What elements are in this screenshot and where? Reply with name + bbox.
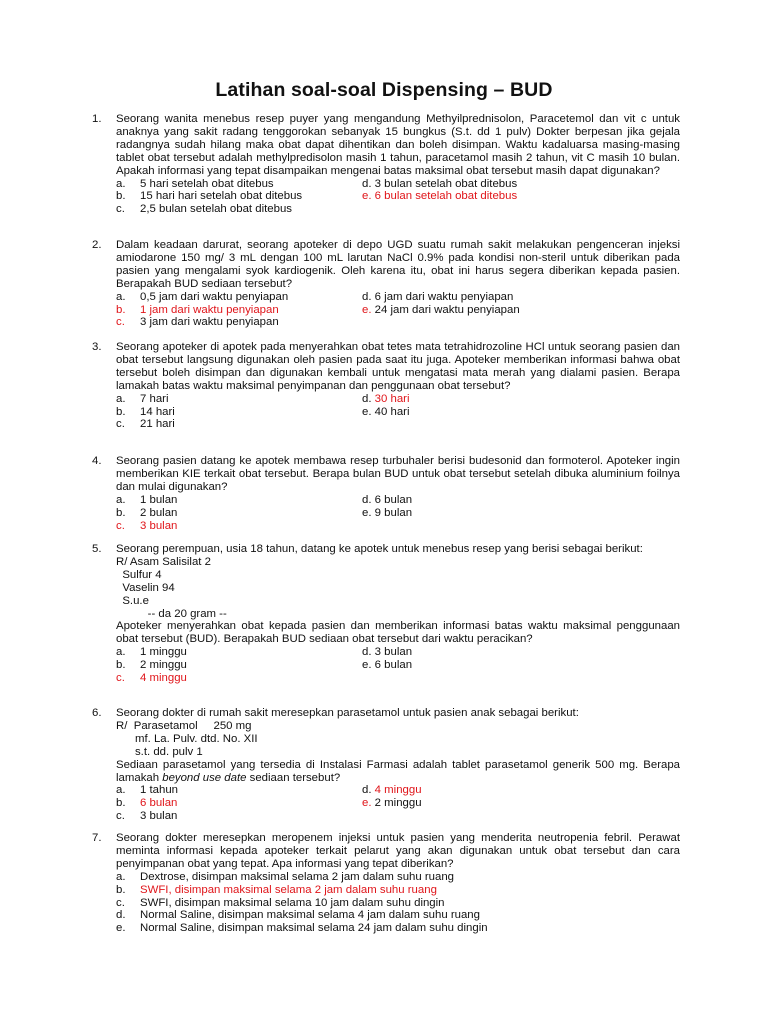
option-text: 4 minggu (140, 672, 187, 685)
option-text-answer: 30 hari (374, 392, 410, 405)
prescription-line: s.t. dd. pulv 1 (116, 745, 203, 758)
option-label: a. (116, 646, 126, 659)
option-label: c. (116, 519, 125, 532)
option-label: d. (362, 392, 372, 405)
option-text: SWFI, disimpan maksimal selama 2 jam dalam suhu ruang (140, 883, 437, 896)
option-text: 14 hari (140, 405, 175, 418)
option-label: a. (116, 392, 126, 405)
option-e[interactable] (362, 797, 662, 810)
prescription-line: mf. La. Pulv. dtd. No. XII (116, 732, 258, 745)
option-text: SWFI, disimpan maksimal selama 10 jam dalam suhu dingin (140, 896, 445, 909)
option-a[interactable] (116, 646, 361, 659)
options (116, 291, 680, 330)
options (116, 178, 680, 217)
option-text: 3 jam dari waktu penyiapan (140, 316, 279, 329)
option-text: 3 bulan (140, 519, 178, 532)
option-d[interactable] (362, 393, 662, 406)
option-label: a. (116, 493, 126, 506)
prescription-line: Sulfur 4 (116, 568, 162, 581)
option-text: 2 bulan (140, 506, 178, 519)
option-c[interactable] (116, 203, 361, 216)
prescription-line: R/ Asam Salisilat 2 (116, 555, 211, 568)
option-text: 5 hari setelah obat ditebus (140, 177, 274, 190)
question-number: 6. (92, 707, 102, 719)
option-label: b. (116, 883, 126, 896)
options (116, 784, 680, 823)
prescription-line: R/ Parasetamol 250 mg (116, 719, 252, 732)
option-d[interactable]: d. 6 jam dari waktu penyiapan (362, 290, 514, 303)
option-e[interactable] (116, 922, 676, 935)
option-text: 15 hari hari setelah obat ditebus (140, 190, 303, 203)
option-label: c. (116, 316, 125, 329)
question-stem-continued: Apoteker menyerahkan obat kepada pasien dan memberikan informasi batas waktu maksimal penggunaan obat tersebut (BUD). Berapakah BUD sediaan obat tersebut dari waktu peracikan? (116, 620, 680, 646)
option-c-answer[interactable] (116, 520, 361, 533)
option-label: c. (116, 418, 125, 431)
question-stem: Seorang apoteker di apotek pada menyerahkan obat tetes mata tetrahidrozoline HCl untuk seorang pasien dan obat tersebut langsung digunakan oleh pasien pada saat itu juga. Apoteker memberikan informasi bahwa obat tersebut boleh disimpan dan digunakan kembali untuk mengatasi mata merah yang dialami pasien. Berapa lamakah batas waktu maksimal penyimpanan dan penggunaan obat tersebut? (116, 341, 680, 392)
prescription-line: -- da 20 gram -- (116, 607, 227, 620)
option-e[interactable]: e. 9 bulan (362, 506, 413, 519)
option-d[interactable] (116, 909, 676, 922)
option-d[interactable] (362, 784, 662, 797)
option-b[interactable] (116, 406, 361, 419)
option-a[interactable] (116, 871, 676, 884)
option-text: Dextrose, disimpan maksimal selama 2 jam dalam suhu ruang (140, 870, 455, 883)
option-e[interactable]: e. 40 hari (362, 405, 410, 418)
options (116, 393, 680, 432)
prescription (116, 556, 680, 621)
option-text: 1 jam dari waktu penyiapan (140, 303, 279, 316)
page-title: Latihan soal-soal Dispensing – BUD (215, 79, 553, 101)
option-a[interactable] (116, 393, 361, 406)
option-label: a. (116, 177, 126, 190)
option-text-answer: 6 bulan (140, 797, 178, 810)
question-number: 1. (92, 113, 102, 125)
option-text: Normal Saline, disimpan maksimal selama 4 jam dalam suhu ruang (140, 909, 480, 922)
option-label: a. (116, 290, 126, 303)
stem-text: Sediaan parasetamol yang tersedia di Instalasi Farmasi adalah tablet parasetamol generik 500 mg. Berapa lamakah (116, 758, 680, 784)
stem-text: sediaan tersebut? (246, 771, 341, 784)
option-label: b. (116, 405, 126, 418)
option-c[interactable] (116, 418, 361, 431)
question-number: 4. (92, 455, 102, 467)
option-c-answer[interactable] (116, 672, 361, 685)
option-text-answer: 4 minggu (374, 784, 422, 797)
question-stem: Seorang perempuan, usia 18 tahun, datang ke apotek untuk menebus resep yang berisi sebagai berikut: (116, 543, 643, 555)
option-a[interactable] (116, 291, 361, 304)
option-label: c. (116, 672, 125, 685)
prescription-line: S.u.e (116, 594, 149, 607)
option-e-answer[interactable]: e. 6 bulan setelah obat ditebus (362, 190, 518, 203)
question-stem-continued (116, 759, 680, 785)
stem-italic-term: beyond use date (162, 771, 247, 784)
question-stem: Seorang dokter meresepkan meropenem injeksi untuk pasien yang menderita neutropenia febril. Perawat meminta informasi kepada apoteker terkait pelarut yang akan digunakan untuk obat tersebut dan cara penyimpanan obat yang tepat. Apa informasi yang tepat diberikan? (116, 832, 680, 870)
option-c[interactable] (116, 810, 361, 823)
option-text: 7 hari (140, 392, 169, 405)
options (116, 494, 680, 533)
option-label: b. (116, 506, 126, 519)
options (116, 871, 680, 935)
option-label: e. (362, 797, 372, 810)
options (116, 646, 680, 685)
option-a[interactable] (116, 178, 361, 191)
option-d[interactable]: d. 6 bulan (362, 493, 413, 506)
option-d[interactable]: d. 3 bulan (362, 646, 413, 659)
option-label: d. (362, 784, 372, 797)
option-label: b. (116, 190, 126, 203)
option-label: a. (116, 784, 126, 797)
option-text: 0,5 jam dari waktu penyiapan (140, 290, 289, 303)
prescription-line: Vaselin 94 (116, 581, 175, 594)
option-d[interactable]: d. 3 bulan setelah obat ditebus (362, 177, 518, 190)
question-number: 7. (92, 832, 102, 844)
option-b[interactable] (116, 659, 361, 672)
option-b[interactable] (116, 507, 361, 520)
option-text: 1 minggu (140, 646, 187, 659)
option-c[interactable] (116, 316, 361, 329)
option-label: c. (116, 810, 125, 823)
option-e[interactable] (362, 304, 662, 317)
option-label: b. (116, 303, 126, 316)
question-stem: Seorang wanita menebus resep puyer yang mengandung Methyilprednisolon, Paracetemol dan vit c untuk anaknya yang sakit radang tenggorokan sebanyak 15 bungkus (S.t. dd 1 pulv) Dokter berpesan jika gejala radangnya sudah hilang maka obat dapat dihentikan dan boleh disimpan. Waktu kadaluarsa masing-masing tablet obat tersebut adalah methylpredisolon masih 1 tahun, paracetamol masih 2 tahun, vit C masih 10 bulan. Apakah informasi yang tepat disampaikan mengenai batas maksimal obat tersebut masih dapat digunakan? (116, 113, 680, 177)
option-label: b. (116, 797, 126, 810)
option-text: 2 minggu (140, 659, 187, 672)
option-text: 2 minggu (374, 797, 422, 810)
option-b-answer[interactable] (116, 884, 676, 897)
question-stem: Dalam keadaan darurat, seorang apoteker di depo UGD suatu rumah sakit melakukan pengenceran injeksi amiodarone 150 mg/ 3 mL dengan 100 mL larutan NaCl 0.9% pada kondisi non-steril untuk diberikan pada pasien yang mengalami syok kardiogenik. Oleh karena itu, obat ini harus segera diberikan kepada pasien. Berapakah BUD sediaan tersebut? (116, 239, 680, 290)
option-b-answer[interactable] (116, 304, 361, 317)
option-label: d. (116, 909, 126, 922)
prescription (116, 720, 680, 759)
option-text: 1 tahun (140, 784, 179, 797)
option-b[interactable] (116, 797, 361, 810)
option-text: 24 jam dari waktu penyiapan (374, 303, 520, 316)
option-text: 1 bulan (140, 493, 178, 506)
question-stem: Seorang pasien datang ke apotek membawa resep turbuhaler berisi budesonid dan formoterol. Apoteker ingin memberikan KIE terkait obat tersebut. Berapa bulan BUD untuk obat tersebut setelah dibuka aluminium foilnya dan mulai digunakan? (116, 455, 680, 493)
question-number: 5. (92, 543, 102, 555)
option-label: b. (116, 659, 126, 672)
option-label: a. (116, 870, 126, 883)
question-number: 3. (92, 341, 102, 353)
option-b[interactable] (116, 190, 361, 203)
option-text: 2,5 bulan setelah obat ditebus (140, 203, 292, 216)
option-label: c. (116, 896, 125, 909)
question-stem: Seorang dokter di rumah sakit meresepkan parasetamol untuk pasien anak sebagai berikut: (116, 707, 579, 719)
option-e[interactable]: e. 6 bulan (362, 659, 413, 672)
option-c[interactable] (116, 897, 676, 910)
option-label: e. (362, 303, 372, 316)
option-label: e. (116, 922, 126, 935)
option-a[interactable] (116, 784, 361, 797)
option-text: 3 bulan (140, 810, 178, 823)
option-text: Normal Saline, disimpan maksimal selama 24 jam dalam suhu dingin (140, 922, 488, 935)
question-number: 2. (92, 239, 102, 251)
option-label: c. (116, 203, 125, 216)
option-a[interactable] (116, 494, 361, 507)
option-text: 21 hari (140, 418, 175, 431)
